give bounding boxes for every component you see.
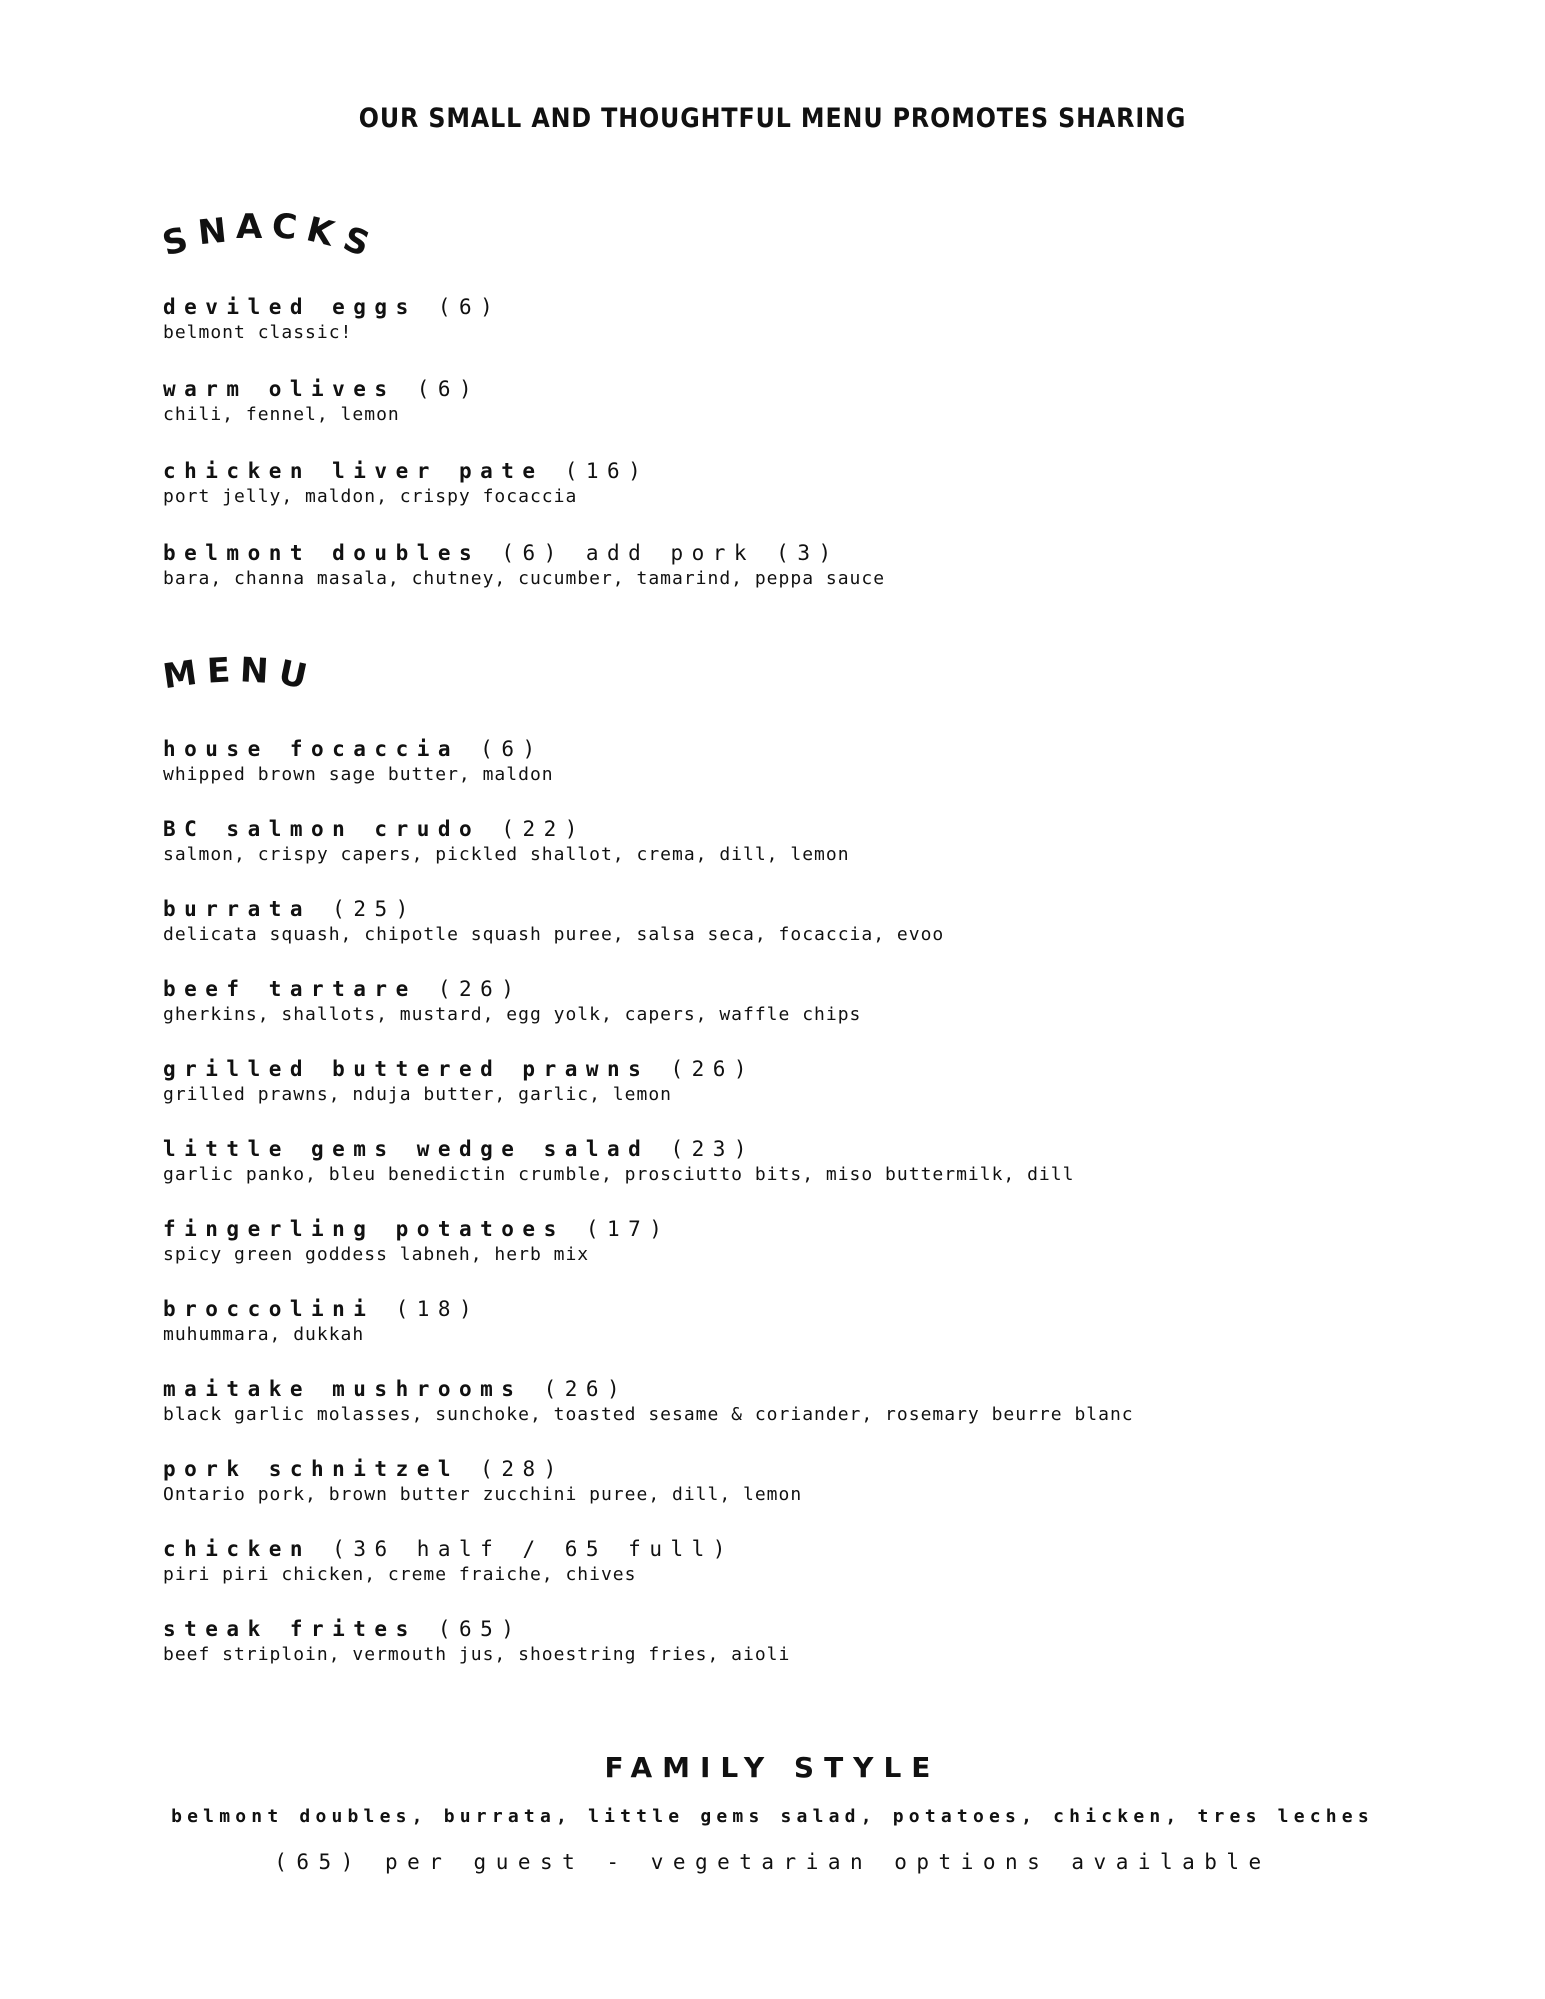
menu-list [163, 735, 1413, 1695]
item-name: fingerling potatoes [163, 1217, 565, 1241]
item-price: (6) [437, 295, 502, 319]
item-price: (18) [395, 1297, 481, 1321]
item-heading [163, 975, 1413, 1003]
menu-item [163, 975, 1413, 1027]
menu-item [163, 1135, 1413, 1187]
item-description: Ontario pork, brown butter zucchini puree, dill, lemon [163, 1484, 803, 1505]
menu-item [163, 1295, 1413, 1347]
item-price: (6) add pork (3) [501, 541, 840, 565]
snacks-heading [158, 205, 378, 265]
item-price: (25) [332, 897, 417, 921]
menu-title-letter: N [239, 650, 270, 692]
item-price: (6) [416, 377, 481, 401]
item-description: muhummara, dukkah [163, 1324, 365, 1345]
item-description: garlic panko, bleu benedictin crumble, prosciutto bits, miso buttermilk, dill [163, 1164, 1075, 1185]
item-name: house focaccia [163, 737, 460, 761]
item-price: (28) [480, 1457, 565, 1481]
family-style-heading: FAMILY STYLE [604, 1751, 941, 1784]
item-heading [163, 1455, 1413, 1483]
family-style-items: belmont doubles, burrata, little gems salad, potatoes, chicken, tres leches [171, 1806, 1374, 1827]
item-description: gherkins, shallots, mustard, egg yolk, capers, waffle chips [163, 1004, 862, 1025]
item-name: maitake mushrooms [163, 1377, 523, 1401]
item-price: (26) [437, 977, 523, 1001]
item-heading [163, 1215, 1413, 1243]
menu-heading [160, 650, 316, 698]
item-price: (23) [670, 1137, 756, 1161]
menu-item [163, 1615, 1413, 1667]
menu-item [163, 1215, 1413, 1267]
item-name: BC salmon crudo [163, 817, 481, 841]
item-name: broccolini [163, 1297, 375, 1321]
item-description: whipped brown sage butter, maldon [163, 764, 554, 785]
item-description: salmon, crispy capers, pickled shallot, crema, dill, lemon [163, 844, 850, 865]
menu-title-letter: U [274, 652, 311, 698]
menu-item [163, 375, 1413, 427]
item-heading [163, 457, 1413, 485]
menu-item [163, 895, 1413, 947]
item-heading [163, 735, 1413, 763]
snacks-title-letter: N [195, 210, 228, 254]
item-heading [163, 895, 1413, 923]
item-price: (17) [585, 1217, 671, 1241]
snacks-title-letter: C [270, 205, 300, 249]
item-heading [163, 375, 1413, 403]
item-price: (22) [501, 817, 586, 841]
menu-tagline: OUR SMALL AND THOUGHTFUL MENU PROMOTES SHARING [358, 103, 1187, 134]
item-description: belmont classic! [163, 322, 353, 343]
item-heading [163, 539, 1413, 567]
item-description: bara, channa masala, chutney, cucumber, tamarind, peppa sauce [163, 568, 886, 589]
item-name: warm olives [163, 377, 396, 401]
item-description: black garlic molasses, sunchoke, toasted sesame & coriander, rosemary beurre blanc [163, 1404, 1134, 1425]
item-description: chili, fennel, lemon [163, 404, 400, 425]
menu-item [163, 1055, 1413, 1107]
item-name: belmont doubles [163, 541, 481, 565]
item-description: port jelly, maldon, crispy focaccia [163, 486, 578, 507]
menu-item [163, 539, 1413, 591]
menu-title-letter: E [205, 650, 232, 692]
item-price: (36 half / 65 full) [332, 1537, 734, 1561]
item-price: (6) [480, 737, 544, 761]
item-heading [163, 1295, 1413, 1323]
item-description: delicata squash, chipotle squash puree, salsa seca, focaccia, evoo [163, 924, 945, 945]
item-heading [163, 1375, 1413, 1403]
menu-item [163, 735, 1413, 787]
menu-item [163, 815, 1413, 867]
item-heading [163, 815, 1413, 843]
menu-item [163, 1535, 1413, 1587]
item-name: steak frites [163, 1617, 417, 1641]
item-name: chicken liver pate [163, 459, 544, 483]
menu-item [163, 457, 1413, 509]
family-style-price: (65) per guest - vegetarian options available [274, 1850, 1271, 1874]
item-name: little gems wedge salad [163, 1137, 650, 1161]
menu-item [163, 293, 1413, 345]
item-heading [163, 293, 1413, 321]
item-price: (26) [543, 1377, 629, 1401]
item-name: burrata [163, 897, 312, 921]
item-heading [163, 1615, 1413, 1643]
item-name: grilled buttered prawns [163, 1057, 650, 1081]
item-name: chicken [163, 1537, 312, 1561]
item-price: (26) [670, 1057, 756, 1081]
menu-item [163, 1455, 1413, 1507]
snacks-title-letter: S [337, 219, 375, 265]
item-description: grilled prawns, nduja butter, garlic, lemon [163, 1084, 672, 1105]
item-name: beef tartare [163, 977, 417, 1001]
item-name: pork schnitzel [163, 1457, 460, 1481]
snacks-title-letter: K [302, 209, 339, 255]
item-name: deviled eggs [163, 295, 417, 319]
item-price: (65) [437, 1617, 523, 1641]
item-heading [163, 1535, 1413, 1563]
menu-item [163, 1375, 1413, 1427]
item-heading [163, 1135, 1413, 1163]
item-heading [163, 1055, 1413, 1083]
item-description: beef striploin, vermouth jus, shoestring fries, aioli [163, 1644, 791, 1665]
snacks-list [163, 293, 1413, 621]
menu-title-letter: M [160, 652, 200, 698]
snacks-title-letter: A [235, 207, 263, 247]
item-price: (16) [564, 459, 650, 483]
item-description: spicy green goddess labneh, herb mix [163, 1244, 590, 1265]
item-description: piri piri chicken, creme fraiche, chives [163, 1564, 637, 1585]
snacks-title-letter: S [158, 219, 192, 265]
